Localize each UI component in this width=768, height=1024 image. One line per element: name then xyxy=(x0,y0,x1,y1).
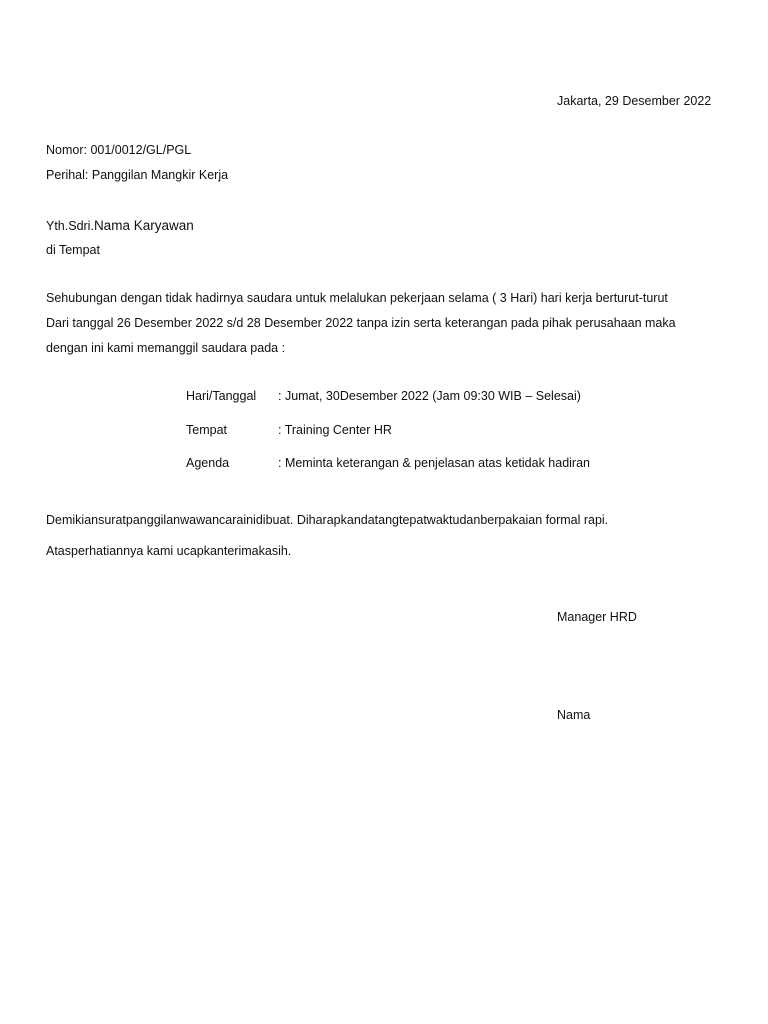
detail-label-place: Tempat xyxy=(186,423,227,437)
detail-value-place: : Training Center HR xyxy=(278,423,392,437)
recipient-prefix: Yth.Sdri. xyxy=(46,219,94,233)
recipient-name: Nama Karyawan xyxy=(93,218,194,233)
signatory-title: Manager HRD xyxy=(557,610,637,624)
letter-subject: Perihal: Panggilan Mangkir Kerja xyxy=(46,168,229,182)
detail-label-date: Hari/Tanggal xyxy=(186,389,257,403)
detail-value-date: : Jumat, 30Desember 2022 (Jam 09:30 WIB – Selesai) xyxy=(278,389,581,403)
recipient-line xyxy=(46,218,194,234)
recipient-location: di Tempat xyxy=(46,243,100,257)
body-line-1: Sehubungan dengan tidak hadirnya saudara untuk melalukan pekerjaan selama ( 3 Hari) hari kerja berturut-turut xyxy=(46,291,668,305)
letter-number: Nomor: 001/0012/GL/PGL xyxy=(46,143,192,157)
body-line-2: Dari tanggal 26 Desember 2022 s/d 28 Desember 2022 tanpa izin serta keterangan pada pihak perusahaan maka xyxy=(46,316,676,330)
closing-line-1: Demikiansuratpanggilanwawancarainidibuat. Diharapkandatangtepatwaktudanberpakaian formal rapi. xyxy=(46,513,609,527)
signatory-name: Nama xyxy=(557,708,591,722)
detail-label-agenda: Agenda xyxy=(186,456,230,470)
letter-date: Jakarta, 29 Desember 2022 xyxy=(557,94,712,108)
closing-line-2: Atasperhatiannya kami ucapkanterimakasih. xyxy=(46,544,292,558)
detail-value-agenda: : Meminta keterangan & penjelasan atas ketidak hadiran xyxy=(278,456,590,470)
body-line-3: dengan ini kami memanggil saudara pada : xyxy=(46,341,286,355)
